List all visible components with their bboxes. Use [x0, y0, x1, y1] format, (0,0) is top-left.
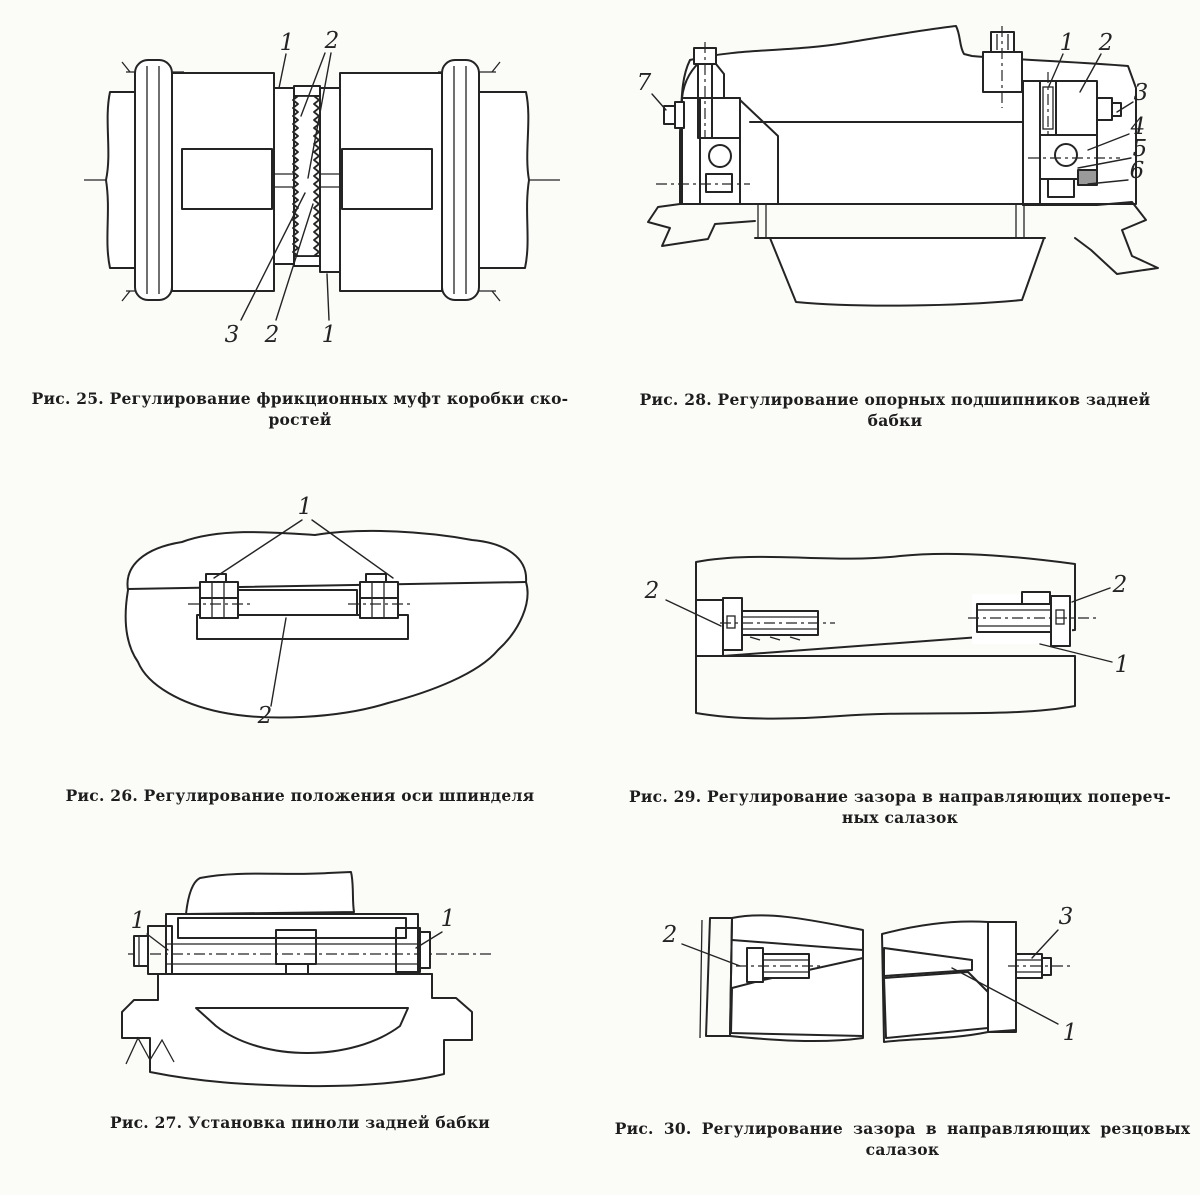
adjusting-spring-nut — [293, 86, 320, 266]
tailstock-bearing-section — [620, 8, 1180, 343]
figure-28-drawing — [620, 8, 1180, 343]
torn-edge-right — [1075, 202, 1158, 274]
caption-line: Рис. 30. Регулирование зазора в направляющих резцовых — [614, 1119, 1191, 1138]
caption-line: Рис. 28. Регулирование опорных подшипников задней — [639, 390, 1151, 409]
fig30-callout-3: 3 — [1058, 904, 1074, 930]
caption-line: бабки — [867, 410, 923, 430]
fig25-callout-bottom-2: 2 — [264, 322, 280, 348]
figure-29-caption — [610, 787, 1190, 829]
figure-27-drawing — [100, 868, 520, 1103]
bearing-ball — [1055, 144, 1077, 166]
caption-line: ных салазок — [841, 807, 959, 827]
caption-line: салазок — [865, 1139, 940, 1159]
caption-line: Рис. 26. Регулирование положения оси шпинделя — [65, 786, 535, 805]
fig28-callout-2: 2 — [1098, 30, 1114, 56]
fig30-callout-2: 2 — [662, 922, 678, 948]
left-gib-screw — [720, 598, 835, 650]
figure-27-caption — [10, 1113, 590, 1134]
left-block — [700, 915, 863, 1041]
fig25-callout-bottom-3: 3 — [224, 322, 240, 348]
lower-hatched-block — [696, 656, 1075, 719]
spindle-bar — [238, 590, 357, 615]
figure-26-drawing — [100, 478, 550, 743]
figure-29-drawing — [620, 538, 1180, 743]
fig29-callout-right-1: 1 — [1114, 652, 1130, 678]
upper-body-outline — [186, 872, 354, 914]
right-shaft — [478, 92, 529, 268]
figure-28-caption — [610, 390, 1180, 432]
tool-slide-section — [620, 878, 1180, 1083]
fig26-callout-1: 1 — [297, 494, 313, 520]
fig29-callout-right-2: 2 — [1112, 572, 1128, 598]
side-bolt-3-collar — [1097, 98, 1112, 120]
base-plate — [770, 238, 1044, 306]
figure-26-caption — [10, 786, 590, 807]
figure-25-drawing — [60, 8, 580, 363]
caption-line: Рис. 25. Регулирование фрикционных муфт коробки ско- — [31, 389, 569, 408]
cross-slide-section — [620, 538, 1180, 743]
side-bolt-3-head — [1112, 103, 1121, 116]
bearing-ball — [709, 145, 731, 167]
screw-head — [747, 948, 763, 982]
fig27-callout-right-1: 1 — [440, 906, 456, 932]
right-pressure-plate — [320, 88, 340, 272]
left-clutch-drum — [172, 73, 274, 291]
fig26-callout-2: 2 — [257, 703, 273, 729]
screw-cavity — [696, 600, 723, 656]
fig30-callout-1: 1 — [1062, 1020, 1078, 1046]
hatch-notch — [1022, 592, 1050, 604]
fig28-callout-1: 1 — [1059, 30, 1075, 56]
right-clutch-drum — [340, 73, 442, 291]
clutch-section-view — [60, 8, 580, 363]
spindle-axis-view — [100, 478, 550, 743]
fig28-callout-6: 6 — [1129, 158, 1145, 184]
crosshatched-strip — [706, 918, 732, 1036]
fig25-callout-top-2: 2 — [324, 28, 340, 54]
base — [648, 202, 1158, 306]
torn-edge-left — [648, 204, 755, 246]
block-body — [882, 922, 1016, 1043]
fig28-callout-5: 5 — [1132, 136, 1148, 162]
left-pressure-plate — [274, 88, 294, 264]
fig29-callout-left-2: 2 — [644, 578, 660, 604]
caption-line: Рис. 27. Установка пиноли задней бабки — [109, 1113, 491, 1132]
figure-30-caption — [610, 1119, 1195, 1161]
quill-section-view — [100, 868, 520, 1103]
caption-line: ростей — [268, 409, 332, 429]
figure-30-drawing — [620, 878, 1180, 1083]
fig28-callout-4: 4 — [1130, 114, 1146, 140]
figure-25-caption — [10, 389, 590, 431]
fig25-callout-bottom-1: 1 — [321, 322, 337, 348]
fig27-callout-left-1: 1 — [130, 908, 146, 934]
caption-line: Рис. 29. Регулирование зазора в направляющих попереч- — [629, 787, 1171, 806]
side-bolt-7-collar — [675, 102, 684, 128]
fig28-callout-3: 3 — [1133, 80, 1149, 106]
fig28-callout-7: 7 — [636, 70, 652, 96]
right-block — [882, 922, 1070, 1043]
fig25-callout-top-1: 1 — [279, 30, 295, 56]
